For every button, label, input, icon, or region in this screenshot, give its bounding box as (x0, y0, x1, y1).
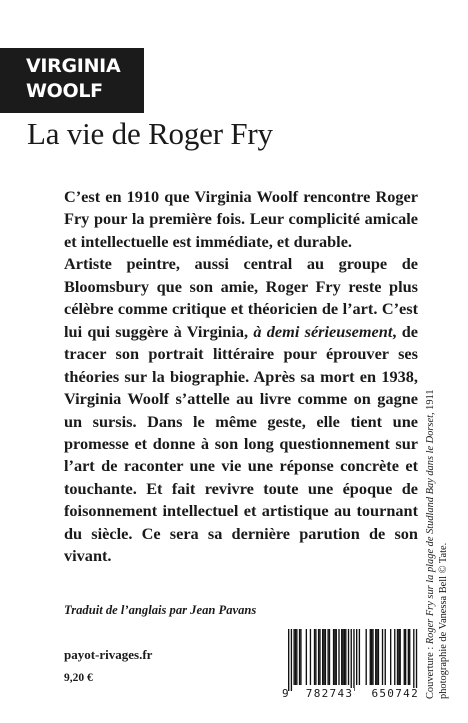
cover-credit-year: , 1911 (425, 389, 436, 416)
blurb-paragraph-2-part-a: Artiste peintre, aussi central au groupe de Bloomsbury que son amie, Roger Fry reste plus célèbre comme critique et théoricien de l’art. C’est lui qui suggère à Virginia, (64, 254, 418, 341)
blurb-paragraph-1: C’est en 1910 que Virginia Woolf rencontre Roger Fry pour la première fois. Leur complicité amicale et intellectuelle est immédiate, et durable. (64, 187, 418, 251)
barcode-bar (348, 629, 349, 685)
isbn-lead-digit: 9 (282, 687, 289, 700)
barcode-bar (329, 629, 330, 685)
barcode-bar (293, 629, 294, 685)
barcode-bar (296, 629, 297, 685)
barcode-bar (394, 629, 395, 685)
barcode-bar (288, 629, 289, 691)
barcode-bar (398, 629, 399, 685)
barcode-bar (300, 629, 301, 685)
barcode-bar (345, 629, 346, 685)
isbn-group-1: 782743 (305, 687, 354, 700)
barcode-bar (338, 629, 339, 685)
back-cover-blurb (64, 186, 418, 568)
barcode-bar (299, 629, 300, 685)
blurb-emphasis: à demi sérieusement (253, 321, 393, 341)
barcode-bar (334, 629, 335, 685)
barcode-bar (372, 629, 373, 685)
isbn-digits (284, 688, 420, 700)
barcode-bar (318, 629, 319, 685)
publisher-website: payot-rivages.fr (64, 647, 153, 662)
barcode-bar (310, 629, 311, 685)
cover-credit-work: Roger Fry sur la plage de Studland Bay dans le Dorset (425, 415, 436, 645)
barcode-bar (359, 629, 360, 685)
barcode-bar (405, 629, 406, 685)
barcode-bar (356, 629, 357, 685)
barcode-bar (323, 629, 324, 685)
author-first-name: VIRGINIA (26, 55, 121, 77)
barcode-bar (291, 629, 292, 691)
book-title: La vie de Roger Fry (27, 116, 273, 151)
cover-credit-line-2: photographie de Vanessa Bell © Tate. (437, 542, 449, 699)
barcode-bar (390, 629, 391, 685)
blurb-paragraph-2-part-b: , de tracer son portrait littéraire pour éprouver ses théories sur la biographie. Après sa mort en 1938, Virginia Woolf s’attelle au livre comme on gagne un sursis. Dans le même geste, elle tient une promesse et donne à son long questionnement sur l’art de raconter une vie une réponse concrète et touchante. Et fait revivre toute une époque de foisonnement intellectuel et artistique au tournant du siècle. Ce sera sa dernière parution de son vivant. (64, 321, 418, 566)
barcode-bars (284, 629, 420, 691)
barcode-bar (341, 629, 342, 685)
barcode-bar (319, 629, 320, 685)
blurb-paragraph-2 (64, 253, 418, 567)
barcode-bar (322, 629, 323, 685)
barcode-bar (416, 629, 417, 691)
author-last-name: WOOLF (26, 80, 103, 102)
price-label: 9,20 € (64, 672, 93, 684)
barcode-bar (371, 629, 372, 685)
cover-credit-label: Couverture : (425, 644, 436, 699)
barcode-bar (351, 629, 352, 691)
barcode-bar (344, 629, 345, 685)
barcode-bar (376, 629, 377, 685)
barcode-bar (314, 629, 315, 685)
barcode-bar (413, 629, 414, 691)
barcode-bar (295, 629, 296, 685)
barcode-bar (366, 629, 367, 685)
barcode-bar (378, 629, 379, 685)
barcode-bar (397, 629, 398, 685)
barcode-bar (325, 629, 326, 685)
barcode-bar (315, 629, 316, 685)
barcode-bar (400, 629, 401, 685)
author-block (0, 48, 144, 113)
barcode-bar (306, 629, 307, 685)
barcode-bar (382, 629, 383, 685)
barcode-bar (375, 629, 376, 685)
barcode-bar (409, 629, 410, 685)
barcode-bar (404, 629, 405, 685)
cover-credit-line-1 (425, 369, 438, 699)
barcode-bar (370, 629, 371, 685)
barcode-bar (408, 629, 409, 685)
barcode-bar (353, 629, 354, 691)
barcode-bar (385, 629, 386, 685)
barcode-bar (342, 629, 343, 685)
barcode-bar (336, 629, 337, 685)
barcode-bar (333, 629, 334, 685)
translator-credit: Traduit de l’anglais par Jean Pavans (64, 603, 257, 617)
isbn-group-2: 650742 (371, 687, 419, 700)
cover-photo-credit (425, 369, 450, 699)
barcode-bar (327, 629, 328, 685)
